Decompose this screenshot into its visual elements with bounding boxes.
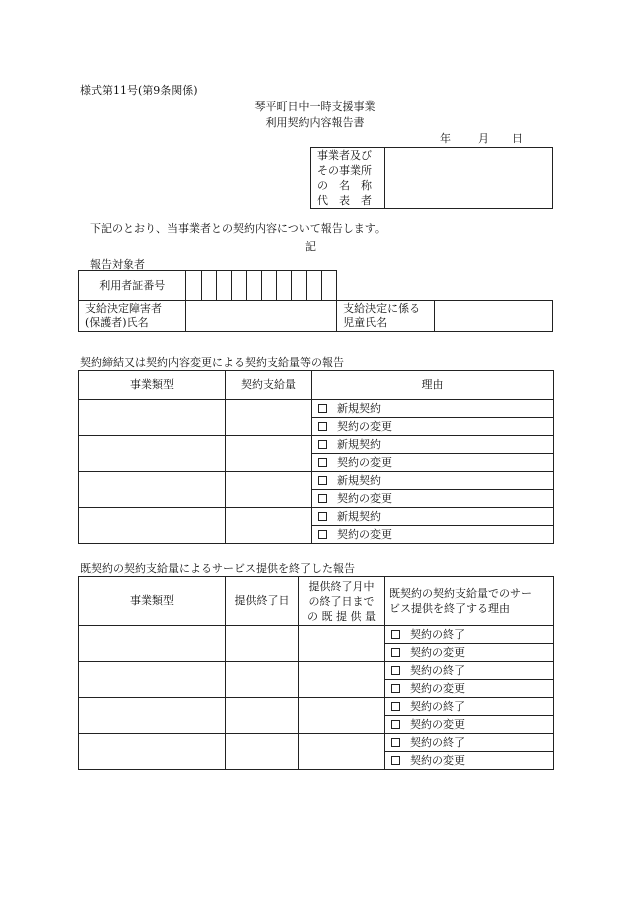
checkbox[interactable]: [318, 458, 327, 467]
option-label: 契約の変更: [410, 717, 465, 731]
option-label: 契約の変更: [337, 491, 392, 505]
col-provided-line3: の 既 提 供 量: [307, 609, 376, 623]
col-termination-reason: [385, 577, 554, 626]
user-id-digit[interactable]: [201, 271, 216, 301]
child-label-line1: 支給決定に係る: [343, 302, 421, 315]
option-label: 契約の変更: [337, 527, 392, 541]
user-id-digit[interactable]: [186, 271, 201, 301]
reason-option-change[interactable]: [385, 644, 554, 662]
end-date-field[interactable]: [226, 698, 299, 734]
reason-option-end[interactable]: [385, 734, 554, 752]
contract-table: [78, 370, 554, 544]
option-label: 契約の変更: [337, 419, 392, 433]
provided-amount-field[interactable]: [299, 698, 385, 734]
form-title-line2: 利用契約内容報告書: [265, 116, 365, 129]
child-label-line2: 児童氏名: [343, 316, 388, 329]
guardian-label: [79, 301, 186, 332]
reason-option-change[interactable]: [312, 490, 554, 508]
operator-label: [311, 148, 385, 209]
operator-label-row3: の 名 称: [317, 179, 372, 192]
checkbox[interactable]: [318, 422, 327, 431]
checkbox[interactable]: [318, 494, 327, 503]
checkbox[interactable]: [318, 512, 327, 521]
col-reason: 理由: [312, 371, 554, 400]
guardian-label-line1: 支給決定障害者: [85, 302, 162, 315]
option-label: 新規契約: [337, 473, 381, 487]
section1-heading: 契約締結又は契約内容変更による契約支給量等の報告: [80, 356, 344, 369]
intro-text: 下記のとおり、当事業者との契約内容について報告します。: [90, 222, 386, 235]
reason-option-change[interactable]: [385, 716, 554, 734]
reason-option-end[interactable]: [385, 698, 554, 716]
business-type-field[interactable]: [79, 734, 226, 770]
reason-option-change[interactable]: [312, 526, 554, 544]
child-label: [337, 301, 435, 332]
child-name-field[interactable]: [435, 301, 553, 332]
target-heading: 報告対象者: [90, 258, 145, 271]
checkbox[interactable]: [318, 404, 327, 413]
option-label: 契約の変更: [410, 645, 465, 659]
form-number: 様式第11号(第9条関係): [80, 84, 198, 97]
user-id-digit[interactable]: [276, 271, 291, 301]
reason-option-change[interactable]: [312, 418, 554, 436]
checkbox[interactable]: [318, 530, 327, 539]
guardian-label-line2: (保護者)氏名: [85, 316, 149, 329]
col-business-type: 事業類型: [79, 371, 226, 400]
reason-option-new[interactable]: [312, 508, 554, 526]
business-type-field[interactable]: [79, 662, 226, 698]
option-label: 契約の終了: [410, 699, 465, 713]
operator-label-row4: 代 表 者: [317, 194, 372, 207]
reason-option-end[interactable]: [385, 662, 554, 680]
end-date-field[interactable]: [226, 626, 299, 662]
business-type-field[interactable]: [79, 698, 226, 734]
option-label: 新規契約: [337, 509, 381, 523]
checkbox[interactable]: [391, 648, 400, 657]
reason-option-change[interactable]: [385, 752, 554, 770]
reason-option-new[interactable]: [312, 400, 554, 418]
reason-option-new[interactable]: [312, 472, 554, 490]
user-id-label: 利用者証番号: [79, 271, 186, 301]
checkbox[interactable]: [318, 476, 327, 485]
business-type-field[interactable]: [79, 436, 226, 472]
end-date-field[interactable]: [226, 662, 299, 698]
business-type-field[interactable]: [79, 400, 226, 436]
checkbox[interactable]: [391, 720, 400, 729]
user-id-digit[interactable]: [216, 271, 231, 301]
col-end-date: 提供終了日: [226, 577, 299, 626]
col-business-type: 事業類型: [79, 577, 226, 626]
form-title-line1: 琴平町日中一時支援事業: [254, 100, 376, 113]
col-provided-line1: 提供終了月中: [308, 579, 375, 593]
blank-cell: [337, 271, 553, 301]
option-label: 契約の終了: [410, 663, 465, 677]
provided-amount-field[interactable]: [299, 662, 385, 698]
contract-amount-field[interactable]: [226, 472, 312, 508]
checkbox[interactable]: [318, 440, 327, 449]
business-type-field[interactable]: [79, 626, 226, 662]
col-reason-line2: ビス提供を終了する理由: [389, 602, 510, 615]
option-label: 契約の終了: [410, 627, 465, 641]
section2-heading: 既契約の契約支給量によるサービス提供を終了した報告: [80, 562, 355, 575]
option-label: 契約の変更: [337, 455, 392, 469]
contract-amount-field[interactable]: [226, 508, 312, 544]
user-id-digit[interactable]: [261, 271, 276, 301]
provided-amount-field[interactable]: [299, 626, 385, 662]
col-reason-line1: 既契約の契約支給量でのサー: [389, 587, 532, 600]
operator-label-row1: 事業者及び: [317, 149, 372, 162]
business-type-field[interactable]: [79, 508, 226, 544]
end-date-field[interactable]: [226, 734, 299, 770]
reason-option-end[interactable]: [385, 626, 554, 644]
checkbox[interactable]: [391, 702, 400, 711]
reason-option-change[interactable]: [385, 680, 554, 698]
option-label: 契約の変更: [410, 681, 465, 695]
option-label: 新規契約: [337, 437, 381, 451]
option-label: 契約の終了: [410, 735, 465, 749]
user-id-digit[interactable]: [231, 271, 246, 301]
col-contract-amount: 契約支給量: [226, 371, 312, 400]
reason-option-change[interactable]: [312, 454, 554, 472]
date-year: 年: [440, 132, 451, 145]
reason-option-new[interactable]: [312, 436, 554, 454]
option-label: 新規契約: [337, 401, 381, 415]
user-id-digit[interactable]: [291, 271, 306, 301]
operator-name-field[interactable]: [385, 148, 553, 209]
operator-label-row2: その事業所: [317, 164, 372, 177]
contract-amount-field[interactable]: [226, 400, 312, 436]
ki-label: 記: [305, 240, 316, 253]
user-id-digit[interactable]: [322, 271, 337, 301]
checkbox[interactable]: [391, 756, 400, 765]
target-table: [78, 270, 553, 332]
provided-amount-field[interactable]: [299, 734, 385, 770]
user-id-digit[interactable]: [246, 271, 261, 301]
checkbox[interactable]: [391, 684, 400, 693]
user-id-digit[interactable]: [306, 271, 321, 301]
checkbox[interactable]: [391, 738, 400, 747]
business-type-field[interactable]: [79, 472, 226, 508]
checkbox[interactable]: [391, 666, 400, 675]
date-month: 月: [478, 132, 489, 145]
guardian-name-field[interactable]: [186, 301, 337, 332]
contract-amount-field[interactable]: [226, 436, 312, 472]
col-provided-line2: の終了日まで: [308, 594, 375, 608]
option-label: 契約の変更: [410, 753, 465, 767]
checkbox[interactable]: [391, 630, 400, 639]
termination-table: [78, 576, 554, 770]
date-day: 日: [512, 132, 523, 145]
operator-box: [310, 147, 553, 209]
col-provided-amount: [299, 577, 385, 626]
